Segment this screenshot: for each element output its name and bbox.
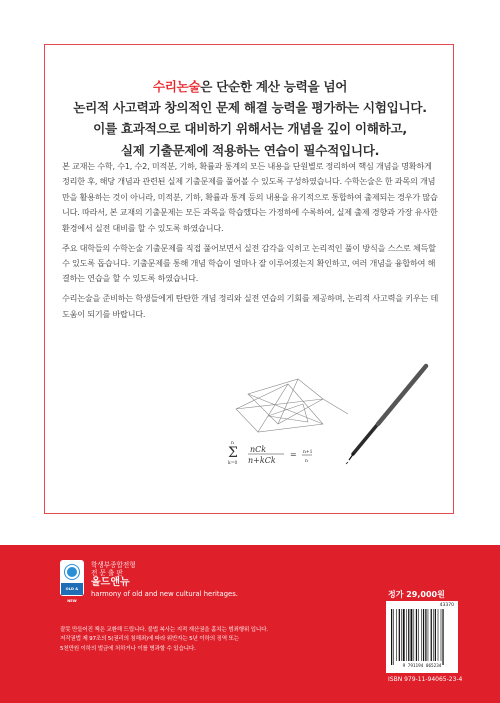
publisher-block [60,560,320,610]
notice-line-1: 잘못 만들어진 책은 교환해 드립니다. 불법 복사는 지적 재산권을 훔치는 범죄행위 입니다. [60,627,268,633]
intro-line-1-rest: 은 단순한 계산 능력을 넘어 [200,79,348,94]
publisher-subtitle-1: 학생부종합전형 [91,561,136,569]
description [62,159,440,327]
publisher-subtitle-2: 전 문 출 판 [91,569,123,577]
intro-line-3: 이를 효과적으로 대비하기 위해서는 개념을 깊이 이해하고, [93,121,407,137]
publisher-tagline: harmony of old and new cultural heritages. [91,590,238,598]
notice-line-3: 5천만원 이하의 벌금에 처하거나 이를 병과할 수 있습니다. [60,645,196,652]
publisher-logo-ring-icon [65,565,79,579]
sum-formula [228,441,313,466]
notice-line-2: 저작권법 제 97조의 5(권리의 침해죄)에 따라 위반자는 5년 이하의 징역 또는 [60,636,239,643]
description-paragraph-2: 주요 대학들의 수학논술 기출문제를 직접 풀어보면서 실전 감각을 익히고 논리적인 풀이 방식을 스스로 체득할 수 있도록 돕습니다. 기출문제를 통해 개념 학습이 얼마나 잘 이루어졌는지 확인하고, 여러 개념을 융합하여 해결하는 연습을 할 수 있도록 하였습니다. [62,242,436,284]
rhs-denominator: n [305,459,308,464]
description-paragraph-3: 수리논술을 준비하는 학생들에게 탄탄한 개념 정리와 실전 연습의 기회를 제공하며, 논리적 사고력을 키우는 데 도움이 되기를 바랍니다. [62,293,439,319]
publisher-logo [60,560,84,603]
isbn-text: ISBN 979-11-94065-23-4 [388,676,463,683]
sum-sign: Σ [228,445,238,461]
copyright-notice [60,626,300,654]
publisher-logo-label: OLD & NEW [61,583,83,595]
sum-upper-limit: n [231,441,234,446]
barcode-icon [390,609,454,665]
geometry-sketch [236,379,348,432]
barcode-addon-number: 43370 [439,603,454,608]
fraction-numerator: nCk [250,445,267,454]
equals-sign: = [290,450,297,459]
barcode-box [386,601,458,673]
intro-block [50,76,450,161]
rhs-numerator: n+1 [303,450,313,455]
sum-lower-limit: k=0 [228,461,238,466]
intro-line-4: 실제 기출문제에 적용하는 연습이 필수적입니다. [120,142,380,158]
intro-line-2: 논리적 사고력과 창의적인 문제 해결 능력을 평가하는 시험입니다. [73,100,427,116]
description-paragraph-1: 본 교재는 수학, 수1, 수2, 미적분, 기하, 확률과 통계의 모든 내용을 단원별로 정리하여 핵심 개념을 명확하게 정리한 후, 해당 개념과 관련된 실제 기출문제를 풀어볼 수 있도록 구성하였습니다. 수학논술은 한 과목의 개념만을 활용하는 것이 아니라, 미적분, 기하, 확률과 통계 등의 내용을 유기적으로 통합하여 출제되는 경우가 많습니다. 따라서, 본 교재의 기출문제는 모든 과목을 학습했다는 가정하에 수록하여, 실제 출제 경향과 가장 유사한 환경에서 실전 대비를 할 수 있도록 하였습니다. [62,161,438,233]
barcode-number: 9 791194 065234 [402,664,442,669]
fraction-denominator: n+kCk [248,456,276,465]
price-label: 정가 29,000원 [388,590,445,599]
pen-icon [346,366,426,464]
intro-line-1 [50,76,450,97]
pen-geometry-illustration [228,354,433,474]
publisher-name: 올드앤뉴 [91,577,130,588]
intro-highlight: 수리논술 [152,79,201,94]
